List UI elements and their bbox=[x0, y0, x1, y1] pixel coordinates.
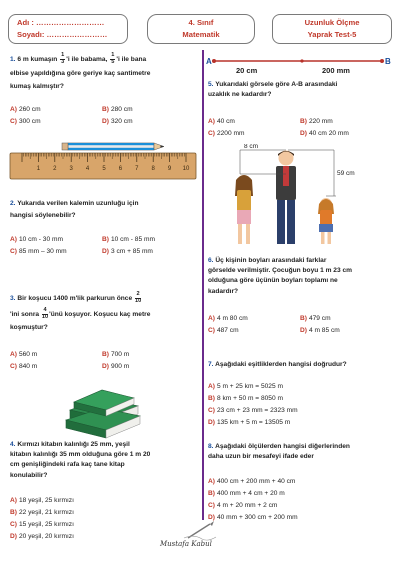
question-number: 7. bbox=[208, 361, 214, 368]
question-text: cm genişliğindeki rafa kaç tane kitap bbox=[10, 461, 125, 469]
option-a[interactable]: A) 18 yeşil, 25 kırmızı bbox=[10, 497, 74, 504]
question-text: koşmuştur? bbox=[10, 324, 48, 332]
option-b[interactable]: B) 8 km + 50 m = 8050 m bbox=[208, 395, 283, 402]
option-b[interactable]: B) 280 cm bbox=[102, 106, 133, 113]
name-field[interactable]: Adı : ……………………… bbox=[17, 18, 105, 27]
option-d[interactable]: D) 4 m 85 cm bbox=[300, 327, 340, 334]
question-text: daha uzun bir mesafeyi ifade eder bbox=[208, 453, 314, 461]
option-b[interactable]: B) 10 cm - 85 mm bbox=[102, 236, 155, 243]
question-text: Kırmızı kitabın kalınlığı 25 mm, yeşil bbox=[17, 441, 130, 448]
option-c[interactable]: C) 487 cm bbox=[208, 327, 239, 334]
question-4 bbox=[10, 440, 200, 481]
difference-1-label: 8 cm bbox=[244, 144, 259, 150]
girl-figure bbox=[318, 198, 334, 244]
subject-label: Matematik bbox=[182, 30, 220, 39]
question-text: uzaklık ne kadardır? bbox=[208, 91, 272, 99]
question-text: Yukarıda verilen kalemin uzunluğu için bbox=[17, 200, 139, 207]
option-a[interactable]: A) 5 m + 25 km = 5025 m bbox=[208, 383, 283, 390]
option-a[interactable]: A) 40 cm bbox=[208, 118, 235, 125]
grade-box bbox=[147, 14, 255, 44]
question-number: 6. bbox=[208, 257, 214, 264]
question-number: 2. bbox=[10, 200, 16, 207]
question-text: Üç kişinin boyları arasındaki farklar bbox=[215, 257, 327, 264]
difference-2-label: 59 cm bbox=[337, 170, 355, 177]
point-a-label: A bbox=[206, 57, 212, 66]
option-d[interactable]: D) 135 km + 5 m = 13505 m bbox=[208, 419, 291, 426]
author-signature: Mustafa Kabul bbox=[160, 540, 212, 548]
surname-field[interactable]: Soyadı: …………………… bbox=[17, 30, 108, 39]
man-figure bbox=[276, 151, 296, 245]
option-c[interactable]: C) 300 cm bbox=[10, 118, 41, 125]
question-number: 4. bbox=[10, 441, 16, 448]
ruler-tick-label: 2 bbox=[53, 166, 57, 172]
option-b[interactable]: B) 400 mm + 4 cm + 20 m bbox=[208, 490, 285, 497]
question-text: 'ünü koşuyor. Koşucu kaç metre bbox=[49, 311, 151, 319]
question-text: hangisi söylenebilir? bbox=[10, 212, 76, 220]
option-a[interactable]: A) 4 m 80 cm bbox=[208, 315, 248, 322]
question-text: Aşağıdaki eşitliklerden hangisi doğrudur? bbox=[215, 361, 347, 368]
question-number: 5. bbox=[208, 81, 214, 88]
point-b-label: B bbox=[385, 57, 391, 66]
three-people-figure bbox=[226, 144, 356, 248]
option-a[interactable]: A) 260 cm bbox=[10, 106, 41, 113]
ruler-tick-label: 6 bbox=[118, 166, 123, 172]
ruler-tick-label: 5 bbox=[102, 166, 106, 172]
ruler-tick-label: 10 bbox=[182, 166, 190, 172]
question-text: 'i ile babama, bbox=[66, 55, 108, 63]
question-text: 'i ile bana bbox=[116, 55, 147, 63]
ruler-tick-label: 3 bbox=[69, 166, 73, 172]
question-text: elbise yapıldığına göre geriye kaç santimetre bbox=[10, 70, 151, 78]
question-5 bbox=[208, 80, 396, 100]
option-b[interactable]: B) 700 m bbox=[102, 351, 130, 358]
student-info-box bbox=[8, 14, 128, 44]
question-text: kumaş kalmıştır? bbox=[10, 83, 64, 91]
grade-label: 4. Sınıf bbox=[188, 18, 214, 27]
segment-1-label: 20 cm bbox=[236, 66, 258, 75]
question-number: 1. bbox=[10, 55, 16, 63]
page-subtitle: Yaprak Test-5 bbox=[307, 30, 357, 39]
option-b[interactable]: B) 22 yeşil, 21 kırmızı bbox=[10, 509, 74, 516]
question-8 bbox=[208, 442, 398, 462]
option-d[interactable]: D) 320 cm bbox=[102, 118, 133, 125]
question-number: 3. bbox=[10, 294, 16, 302]
question-text: kadardır? bbox=[208, 287, 239, 295]
question-text: Bir koşucu 1400 m'lik parkurun önce bbox=[17, 294, 133, 302]
ruler-with-pencil-figure bbox=[8, 140, 198, 182]
question-1 bbox=[10, 53, 198, 93]
fraction: $\frac{1}{3}$ bbox=[61, 52, 65, 65]
option-d[interactable]: D) 40 cm 20 mm bbox=[300, 130, 349, 137]
option-c[interactable]: C) 2200 mm bbox=[208, 130, 245, 137]
ruler-tick-label: 9 bbox=[167, 166, 172, 172]
fraction: $\frac{2}{10}$ bbox=[135, 291, 142, 304]
ruler-tick-label: 1 bbox=[36, 166, 41, 172]
question-2 bbox=[10, 199, 198, 221]
pencil-image bbox=[62, 143, 164, 150]
segment-2-label: 200 mm bbox=[322, 66, 350, 75]
option-d[interactable]: D) 3 cm + 85 mm bbox=[102, 248, 153, 255]
fraction: $\frac{4}{10}$ bbox=[41, 307, 49, 320]
question-text: Aşağıdaki ölçülerden hangisi diğerlerinden bbox=[215, 443, 350, 450]
fraction: $\frac{1}{5}$ bbox=[111, 52, 115, 65]
option-c[interactable]: C) 15 yeşil, 25 kırmızı bbox=[10, 521, 74, 528]
question-text: olduğuna göre üçünün boyları toplamı ne bbox=[208, 277, 338, 285]
pen-icon bbox=[180, 520, 220, 542]
question-3 bbox=[10, 292, 200, 334]
option-c[interactable]: C) 4 m + 20 mm + 2 cm bbox=[208, 502, 278, 509]
question-text: 'ini sonra bbox=[10, 311, 40, 319]
option-d[interactable]: D) 20 yeşil, 20 kırmızı bbox=[10, 533, 74, 540]
page-title: Uzunluk Ölçme bbox=[304, 18, 360, 27]
question-6 bbox=[208, 256, 398, 297]
question-text: 6 m kumaşın bbox=[17, 55, 58, 63]
question-text: Yukarıdaki görsele göre A-B arasındaki bbox=[215, 81, 338, 88]
question-text: görselde verilmiştir. Çocuğun boyu 1 m 23 cm bbox=[208, 267, 353, 275]
ruler-tick-label: 4 bbox=[85, 166, 90, 172]
question-text: konulabilir? bbox=[10, 471, 48, 479]
option-c[interactable]: C) 840 m bbox=[10, 363, 38, 370]
question-text: kitabın kalınlığı 35 mm olduğuna göre 1 m 20 bbox=[10, 451, 151, 459]
question-7 bbox=[208, 360, 398, 370]
woman-figure bbox=[235, 175, 253, 244]
option-c[interactable]: C) 23 cm + 23 mm = 2323 mm bbox=[208, 407, 298, 414]
column-divider bbox=[202, 50, 204, 520]
option-a[interactable]: A) 10 cm - 30 mm bbox=[10, 236, 63, 243]
distance-line-figure bbox=[206, 54, 396, 76]
option-b[interactable]: B) 479 cm bbox=[300, 315, 331, 322]
option-c[interactable]: C) 85 mm – 30 mm bbox=[10, 248, 67, 255]
option-a[interactable]: A) 560 m bbox=[10, 351, 38, 358]
books-stack-image bbox=[62, 380, 144, 440]
option-a[interactable]: A) 400 cm + 200 mm + 40 cm bbox=[208, 478, 296, 485]
question-number: 8. bbox=[208, 443, 214, 450]
option-b[interactable]: B) 220 mm bbox=[300, 118, 333, 125]
option-d[interactable]: D) 40 mm + 300 cm + 200 mm bbox=[208, 514, 298, 521]
option-d[interactable]: D) 900 m bbox=[102, 363, 130, 370]
title-box bbox=[272, 14, 392, 44]
ruler-tick-label: 8 bbox=[151, 166, 155, 172]
ruler-tick-label: 7 bbox=[135, 166, 139, 172]
